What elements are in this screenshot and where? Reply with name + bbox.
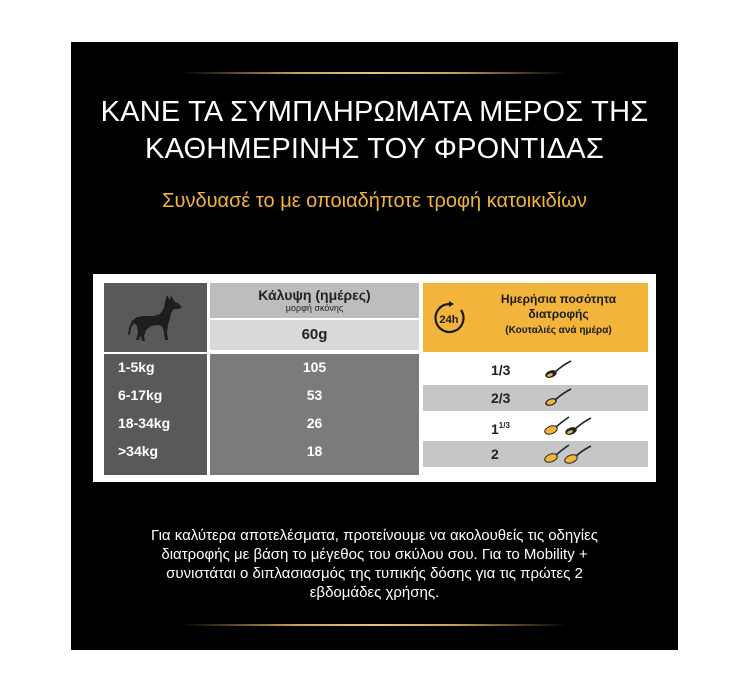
daily-amount: $1^{1/3}$ (491, 421, 510, 437)
dog-icon (127, 292, 185, 344)
daily-title-line-1: Ημερήσια ποσότητα (500, 292, 617, 306)
pack-size: 60g (210, 320, 419, 350)
title-line-1: ΚΑΝΕ ΤΑ ΣΥΜΠΛΗΡΩΜΑΤΑ ΜΕΡΟΣ ΤΗΣ (100, 96, 649, 128)
daily-amount-header (423, 283, 648, 352)
daily-title-line-2: διατροφής (528, 307, 589, 321)
coverage-column (210, 354, 419, 475)
daily-row (423, 441, 648, 467)
daily-row (423, 385, 648, 411)
coverage-subtitle: μορφή σκόνης (285, 303, 344, 313)
days-cell: 26 (306, 415, 323, 431)
days-cell: 53 (306, 387, 323, 403)
info-panel (71, 42, 678, 650)
daily-row (423, 357, 648, 383)
spoon-icon (541, 387, 581, 409)
coverage-header (210, 283, 419, 318)
weight-cell: 18-34kg (118, 415, 171, 431)
daily-title-line-3: (Κουταλιές ανά ημέρα) (505, 325, 612, 336)
footer-line-3: συνιστάται ο διπλασιασμός της τυπικής δόσης για τις πρώτες 2 (166, 565, 583, 582)
weight-cell: 1-5kg (118, 359, 155, 375)
spoon-icon (541, 359, 581, 381)
spoon-icon (541, 443, 597, 465)
days-cell: 18 (306, 443, 323, 459)
daily-row (423, 413, 648, 439)
subtitle: Συνδυασέ το με οποιαδήποτε τροφή κατοικιδίων (162, 190, 587, 212)
bottom-divider (181, 624, 568, 626)
daily-amount: 2/3 (491, 390, 511, 406)
daily-amount-title (469, 292, 648, 338)
spoon-icon (541, 415, 597, 437)
title-line-2: ΚΑΘΗΜΕΡΙΝΗΣ ΤΟΥ ΦΡΟΝΤΙΔΑΣ (145, 133, 604, 165)
weights-column (104, 354, 207, 475)
daily-amount: 1/3 (491, 362, 511, 378)
clock-label: 24h (439, 314, 459, 326)
footer-note (91, 526, 658, 602)
coverage-title: Κάλυψη (ημέρες) (258, 287, 371, 303)
days-cell: 105 (302, 359, 327, 375)
footer-line-2: διατροφής με βάση το μέγεθος του σκύλου σου. Για το Mobility + (161, 546, 588, 563)
footer-line-1: Για καλύτερα αποτελέσματα, προτείνουμε να ακολουθείς τις οδηγίες (150, 527, 599, 544)
footer-line-4: εβδομάδες χρήσης. (309, 584, 440, 601)
top-divider (181, 72, 568, 74)
weight-cell: >34kg (118, 443, 159, 459)
dog-header-cell (104, 283, 207, 352)
page-title (71, 94, 678, 168)
daily-amount: 2 (491, 446, 499, 462)
dosage-table (93, 274, 656, 482)
weight-cell: 6-17kg (118, 387, 163, 403)
clock-24h-icon (431, 300, 467, 336)
